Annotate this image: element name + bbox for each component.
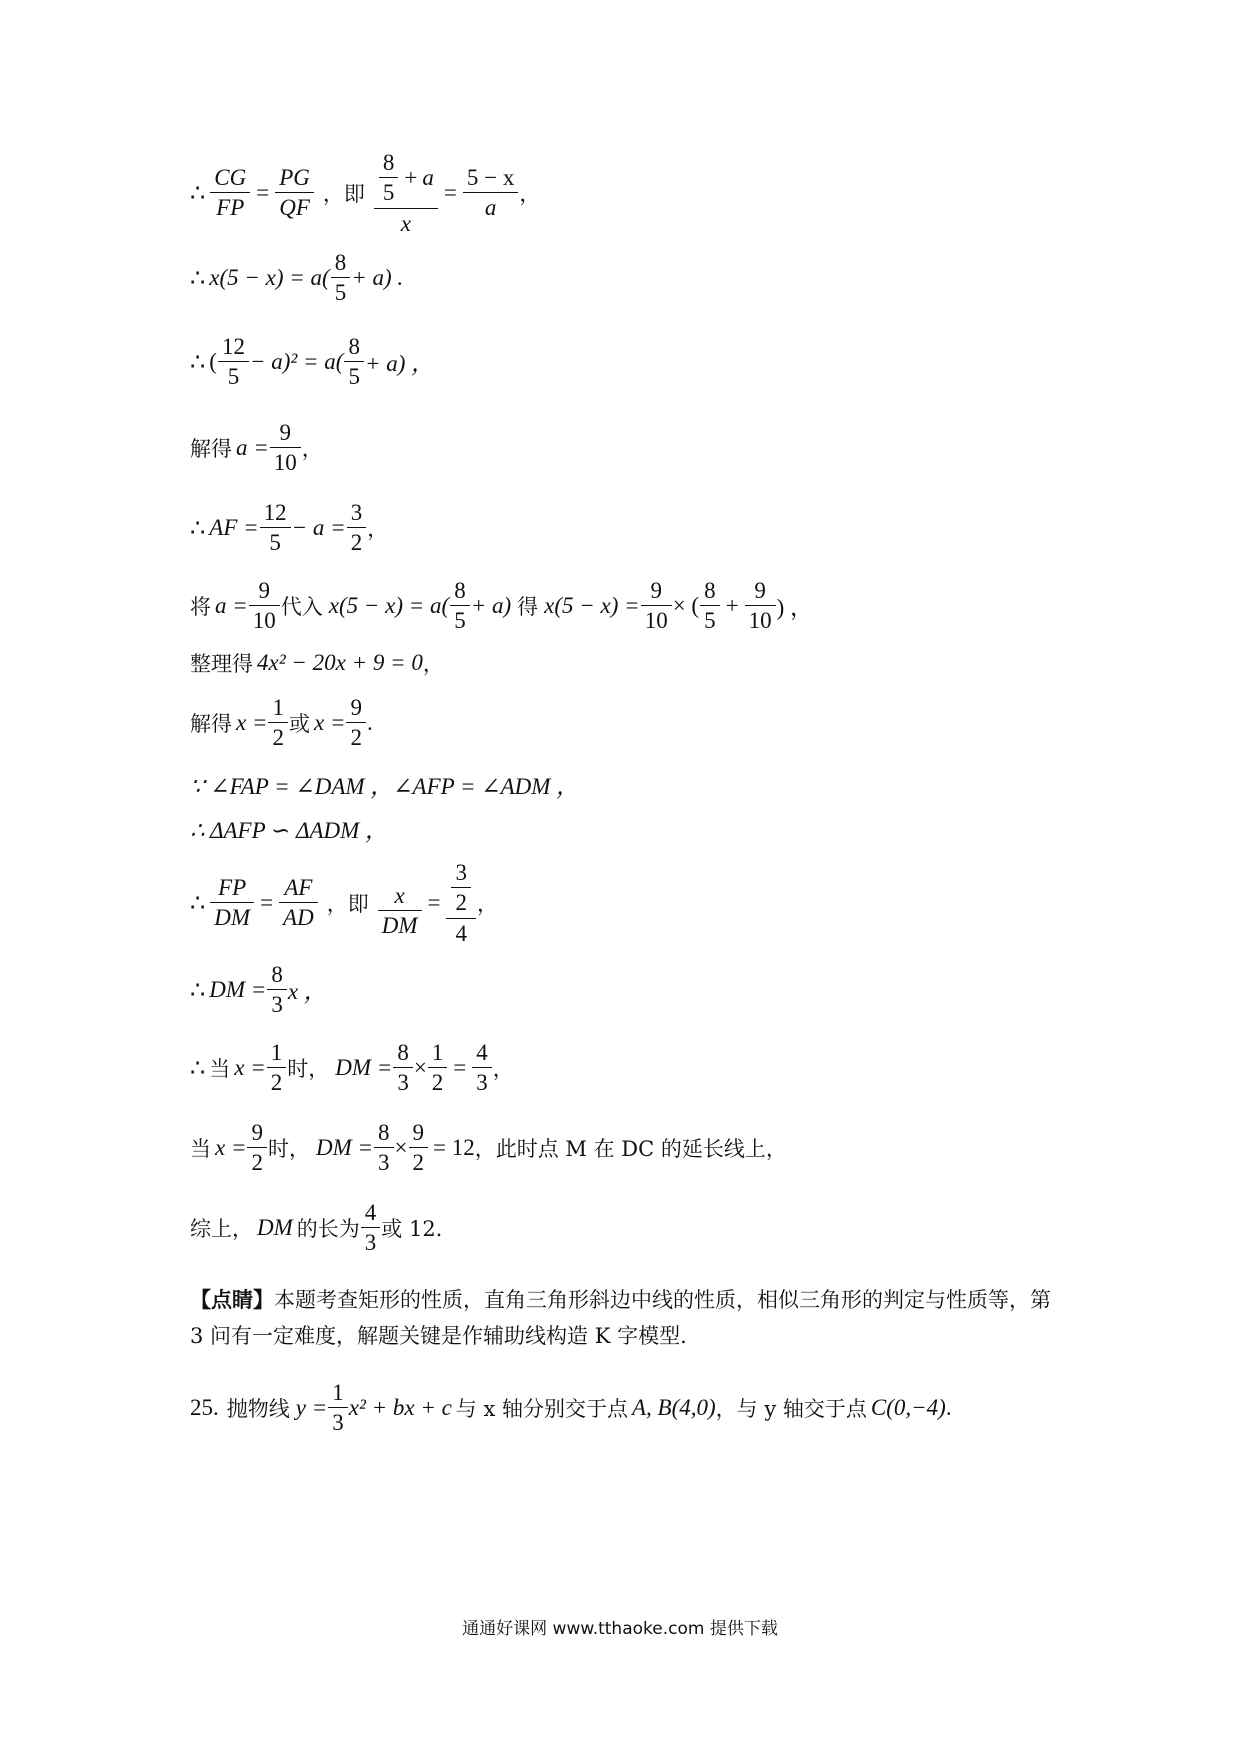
step-6: 将 a = $\frac{9}{10}$ 代入 x(5 − x) = a( $\frac{8}{5}$ + a) 得 x(5 − x) = $\frac{9}{10}$ × ( $\frac{8}{5}$ + $\frac{9}{10}$ ) ， xyxy=(190,578,813,634)
comment-paragraph xyxy=(190,1282,1070,1354)
step-1: ∴ $\frac{CG}{FP}$ = $\frac{PG}{QF}$ ，即 $\frac{8}{5}$ + a x = $\frac{5 - x}{a}$ ， xyxy=(190,150,541,236)
compound-fraction: $\frac{8}{5}$ + a x xyxy=(376,150,436,236)
page-footer: 通通好课网 www.tthaoke.com 提供下载 xyxy=(462,1619,778,1639)
step-11: ∴ $\frac{FP}{DM}$ = $\frac{AF}{AD}$ ，即 $\frac{x}{DM}$ = $\frac{\frac{3}{2}}{4}$ ， xyxy=(190,860,498,946)
step-2: ∴ x(5 − x) = a( $\frac{8}{5}$ + a) . xyxy=(190,250,404,306)
comment-body: 本题考查矩形的性质，直角三角形斜边中线的性质，相似三角形的判定与性质等，第 3 问有一定难度，解题关键是作辅助线构造 K 字模型. xyxy=(190,1288,1051,1348)
step-7: 整理得 4x² − 20x + 9 = 0 ， xyxy=(190,650,444,676)
comment-tag: 【点睛】 xyxy=(190,1287,274,1312)
problem-number: 25. xyxy=(190,1394,219,1420)
step-10: ∴ ΔAFP ∽ ΔADM ， xyxy=(190,818,389,843)
fraction: $\frac{PG}{QF}$ xyxy=(277,165,312,221)
problem-25: 25. 抛物线 y = $\frac{1}{3}$ x² + bx + c 与 x 轴分别交于点 A, B(4,0) ，与 y 轴交于点 C(0,−4) . xyxy=(190,1380,952,1436)
step-9: ∵ ∠FAP = ∠DAM ，∠AFP = ∠ADM ， xyxy=(190,774,580,799)
step-3: ∴ ( $\frac{12}{5}$ − a)² = a( $\frac{8}{5}$ + a) ， xyxy=(190,334,435,390)
step-5: ∴ AF = $\frac{12}{5}$ − a = $\frac{3}{2}$ ， xyxy=(190,500,389,556)
step-13: ∴ 当 x = $\frac{1}{2}$ 时， DM = $\frac{8}{3}$ × $\frac{1}{2}$ = $\frac{4}{3}$ ， xyxy=(190,1040,514,1096)
step-14: 当 x = $\frac{9}{2}$ 时， DM = $\frac{8}{3}$ × $\frac{9}{2}$ = 12 ，此时点 M 在 DC 的延长线上， xyxy=(190,1120,787,1176)
step-4: 解得 a = $\frac{9}{10}$ ， xyxy=(190,420,323,476)
fraction: $\frac{5 - x}{a}$ xyxy=(465,165,516,221)
step-12: ∴ DM = $\frac{8}{3}$ x ， xyxy=(190,962,327,1018)
step-15: 综上， DM 的长为 $\frac{4}{3}$ 或 12. xyxy=(190,1200,443,1256)
step-8: 解得 x = $\frac{1}{2}$ 或 x = $\frac{9}{2}$ . xyxy=(190,695,373,751)
fraction: $\frac{CG}{FP}$ xyxy=(212,165,248,221)
